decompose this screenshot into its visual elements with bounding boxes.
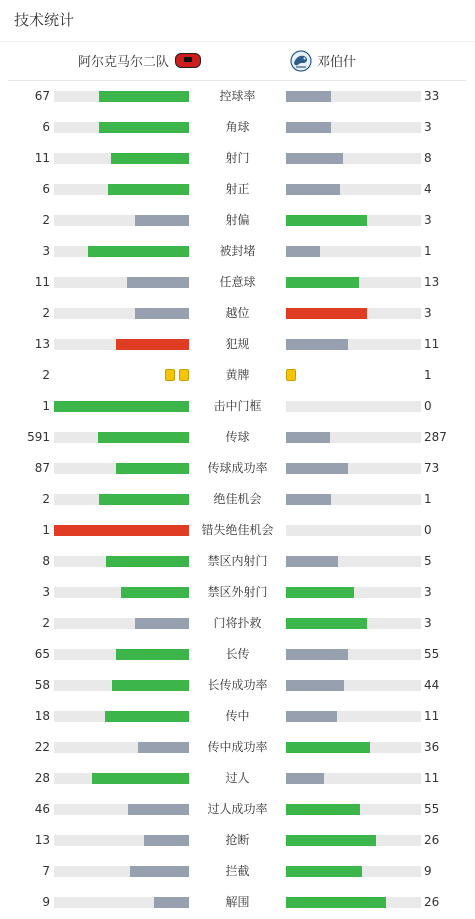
home-bar	[154, 897, 189, 908]
stat-row	[0, 608, 475, 639]
away-bar	[286, 742, 370, 753]
home-value: 13	[34, 337, 50, 351]
home-bar-track	[54, 711, 189, 722]
home-bar	[99, 91, 189, 102]
stat-row	[0, 143, 475, 174]
away-value: 55	[424, 802, 440, 816]
home-value: 591	[27, 430, 50, 444]
away-bar	[286, 153, 343, 164]
away-value: 4	[424, 182, 432, 196]
home-bar-track	[54, 680, 189, 691]
home-value: 8	[42, 554, 50, 568]
stat-row	[0, 577, 475, 608]
away-value: 33	[424, 89, 440, 103]
away-bar	[286, 556, 338, 567]
away-bar	[286, 308, 367, 319]
away-value: 11	[424, 709, 440, 723]
away-value: 11	[424, 337, 440, 351]
home-value: 28	[34, 771, 50, 785]
away-value: 73	[424, 461, 440, 475]
away-bar-track	[286, 463, 421, 474]
home-bar	[105, 711, 189, 722]
away-bar-track	[286, 525, 421, 536]
stat-row	[0, 205, 475, 236]
away-value: 36	[424, 740, 440, 754]
home-bar-track	[54, 835, 189, 846]
stat-row	[0, 515, 475, 546]
home-bar-track	[54, 153, 189, 164]
home-bar	[88, 246, 189, 257]
away-bar-track	[286, 835, 421, 846]
home-value: 3	[42, 585, 50, 599]
away-bar	[286, 184, 340, 195]
away-bar-track	[286, 184, 421, 195]
home-bar	[54, 525, 189, 536]
away-bar	[286, 866, 362, 877]
stat-row	[0, 453, 475, 484]
away-bar-track	[286, 866, 421, 877]
home-bar-track	[54, 308, 189, 319]
home-bar	[128, 804, 189, 815]
stat-row	[0, 360, 475, 391]
home-value: 2	[42, 213, 50, 227]
away-bar-track	[286, 680, 421, 691]
home-bar-track	[54, 587, 189, 598]
home-bar-track	[54, 463, 189, 474]
stat-row	[0, 794, 475, 825]
away-value: 26	[424, 833, 440, 847]
stat-row	[0, 887, 475, 918]
away-value: 287	[424, 430, 447, 444]
home-yellow-cards	[163, 369, 189, 382]
away-bar-track	[286, 773, 421, 784]
stat-label: 错失绝佳机会	[201, 523, 274, 537]
yellow-card-icon	[165, 369, 175, 381]
away-bar	[286, 711, 337, 722]
home-bar-track	[54, 866, 189, 877]
home-value: 2	[42, 616, 50, 630]
stat-row	[0, 732, 475, 763]
home-value: 6	[42, 182, 50, 196]
away-value: 0	[424, 523, 432, 537]
home-bar	[121, 587, 189, 598]
stat-label: 禁区外射门	[207, 585, 268, 599]
home-bar-track	[54, 339, 189, 350]
home-value: 11	[34, 151, 50, 165]
stat-row	[0, 298, 475, 329]
az-logo-icon	[175, 53, 201, 68]
home-value: 58	[34, 678, 50, 692]
away-bar-track	[286, 308, 421, 319]
stat-row	[0, 391, 475, 422]
home-value: 65	[34, 647, 50, 661]
stat-label: 传中	[225, 709, 250, 723]
away-team[interactable]	[290, 41, 356, 80]
home-bar-track	[54, 525, 189, 536]
home-bar	[116, 649, 189, 660]
home-value: 87	[34, 461, 50, 475]
away-bar	[286, 432, 330, 443]
home-bar	[99, 122, 189, 133]
stat-label: 射门	[225, 151, 250, 165]
home-bar	[138, 742, 189, 753]
away-bar-track	[286, 153, 421, 164]
stat-row	[0, 856, 475, 887]
away-bar-track	[286, 618, 421, 629]
home-value: 2	[42, 492, 50, 506]
home-bar	[144, 835, 189, 846]
home-team[interactable]	[78, 41, 201, 80]
stat-label: 拦截	[225, 864, 250, 878]
stat-label: 犯规	[225, 337, 250, 351]
away-bar	[286, 91, 331, 102]
home-value: 6	[42, 120, 50, 134]
away-value: 3	[424, 213, 432, 227]
stat-row	[0, 763, 475, 794]
away-bar	[286, 587, 354, 598]
home-bar	[92, 773, 189, 784]
home-bar-track	[54, 91, 189, 102]
away-value: 3	[424, 306, 432, 320]
away-bar-track	[286, 215, 421, 226]
home-team-name: 阿尔克马尔二队	[78, 55, 170, 70]
away-bar	[286, 773, 324, 784]
stat-label: 长传	[225, 647, 250, 661]
stat-label: 传球成功率	[207, 461, 268, 475]
away-bar	[286, 618, 367, 629]
home-bar-track	[54, 122, 189, 133]
away-bar	[286, 339, 348, 350]
away-bar-track	[286, 649, 421, 660]
away-bar	[286, 680, 344, 691]
home-value: 1	[42, 399, 50, 413]
home-value: 3	[42, 244, 50, 258]
stat-row	[0, 484, 475, 515]
stat-label: 任意球	[219, 275, 256, 289]
away-bar	[286, 277, 359, 288]
away-value: 3	[424, 585, 432, 599]
home-bar-track	[54, 804, 189, 815]
stat-label: 黄牌	[225, 368, 250, 382]
away-bar	[286, 897, 386, 908]
away-bar-track	[286, 494, 421, 505]
away-bar-track	[286, 401, 421, 412]
stat-row	[0, 670, 475, 701]
away-bar-track	[286, 587, 421, 598]
away-value: 0	[424, 399, 432, 413]
away-value: 55	[424, 647, 440, 661]
home-value: 67	[34, 89, 50, 103]
stat-label: 射偏	[225, 213, 250, 227]
stat-label: 角球	[225, 120, 250, 134]
home-value: 2	[42, 306, 50, 320]
away-bar	[286, 215, 367, 226]
stat-label: 传中成功率	[207, 740, 268, 754]
home-bar	[127, 277, 189, 288]
home-value: 9	[42, 895, 50, 909]
home-bar-track	[54, 773, 189, 784]
yellow-card-icon	[179, 369, 189, 381]
home-value: 2	[42, 368, 50, 382]
away-bar	[286, 494, 331, 505]
away-bar	[286, 649, 348, 660]
stat-label: 绝佳机会	[213, 492, 262, 506]
stat-label: 射正	[225, 182, 250, 196]
stat-label: 解围	[225, 895, 250, 909]
home-bar	[116, 339, 189, 350]
dragon-logo-icon	[290, 50, 312, 72]
stat-label: 被封堵	[219, 244, 256, 258]
away-bar-track	[286, 804, 421, 815]
away-bar	[286, 122, 331, 133]
home-bar	[54, 401, 189, 412]
home-value: 1	[42, 523, 50, 537]
stat-label: 禁区内射门	[207, 554, 268, 568]
stat-row	[0, 639, 475, 670]
away-bar-track	[286, 711, 421, 722]
stat-row	[0, 701, 475, 732]
away-bar-track	[286, 277, 421, 288]
away-value: 1	[424, 368, 432, 382]
away-yellow-cards	[286, 369, 298, 382]
stat-row	[0, 546, 475, 577]
home-bar-track	[54, 556, 189, 567]
teams-header	[8, 41, 466, 81]
away-value: 9	[424, 864, 432, 878]
page-title: 技术统计	[0, 0, 475, 42]
home-bar-track	[54, 277, 189, 288]
stat-label: 控球率	[219, 89, 256, 103]
stat-label: 过人	[225, 771, 250, 785]
home-bar	[135, 308, 189, 319]
home-value: 46	[34, 802, 50, 816]
stat-row	[0, 267, 475, 298]
away-bar	[286, 804, 360, 815]
away-bar-track	[286, 122, 421, 133]
away-bar-track	[286, 897, 421, 908]
away-value: 3	[424, 120, 432, 134]
away-bar	[286, 835, 376, 846]
home-bar	[135, 618, 189, 629]
home-bar-track	[54, 184, 189, 195]
home-value: 13	[34, 833, 50, 847]
stat-row	[0, 329, 475, 360]
stats-list	[0, 81, 475, 918]
home-bar	[116, 463, 189, 474]
away-value: 8	[424, 151, 432, 165]
stat-label: 越位	[225, 306, 250, 320]
away-bar-track	[286, 742, 421, 753]
stat-row	[0, 81, 475, 112]
home-bar	[111, 153, 189, 164]
home-bar	[135, 215, 189, 226]
stat-label: 击中门框	[213, 399, 262, 413]
home-bar-track	[54, 401, 189, 412]
away-team-name: 邓伯什	[317, 55, 357, 70]
stat-row	[0, 112, 475, 143]
home-bar	[98, 432, 189, 443]
home-value: 11	[34, 275, 50, 289]
away-value: 3	[424, 616, 432, 630]
home-value: 22	[34, 740, 50, 754]
home-bar-track	[54, 897, 189, 908]
away-bar-track	[286, 91, 421, 102]
yellow-card-icon	[286, 369, 296, 381]
home-bar-track	[54, 494, 189, 505]
away-value: 13	[424, 275, 440, 289]
away-bar	[286, 463, 348, 474]
away-bar-track	[286, 246, 421, 257]
home-bar	[112, 680, 189, 691]
stat-label: 门将扑救	[213, 616, 262, 630]
home-bar	[130, 866, 189, 877]
stat-row	[0, 422, 475, 453]
away-bar-track	[286, 432, 421, 443]
away-bar-track	[286, 556, 421, 567]
home-bar-track	[54, 215, 189, 226]
away-value: 1	[424, 492, 432, 506]
away-value: 1	[424, 244, 432, 258]
stat-row	[0, 236, 475, 267]
home-bar	[99, 494, 189, 505]
home-bar-track	[54, 742, 189, 753]
home-bar-track	[54, 618, 189, 629]
away-bar-track	[286, 339, 421, 350]
away-bar	[286, 246, 320, 257]
home-bar	[108, 184, 189, 195]
away-value: 5	[424, 554, 432, 568]
home-bar-track	[54, 246, 189, 257]
home-bar	[106, 556, 189, 567]
away-value: 44	[424, 678, 440, 692]
stat-label: 长传成功率	[207, 678, 268, 692]
stat-row	[0, 825, 475, 856]
stat-row	[0, 174, 475, 205]
home-value: 7	[42, 864, 50, 878]
away-value: 11	[424, 771, 440, 785]
stat-label: 传球	[225, 430, 250, 444]
home-bar-track	[54, 649, 189, 660]
stat-label: 抢断	[225, 833, 250, 847]
away-value: 26	[424, 895, 440, 909]
stat-label: 过人成功率	[207, 802, 268, 816]
home-bar-track	[54, 432, 189, 443]
home-value: 18	[34, 709, 50, 723]
